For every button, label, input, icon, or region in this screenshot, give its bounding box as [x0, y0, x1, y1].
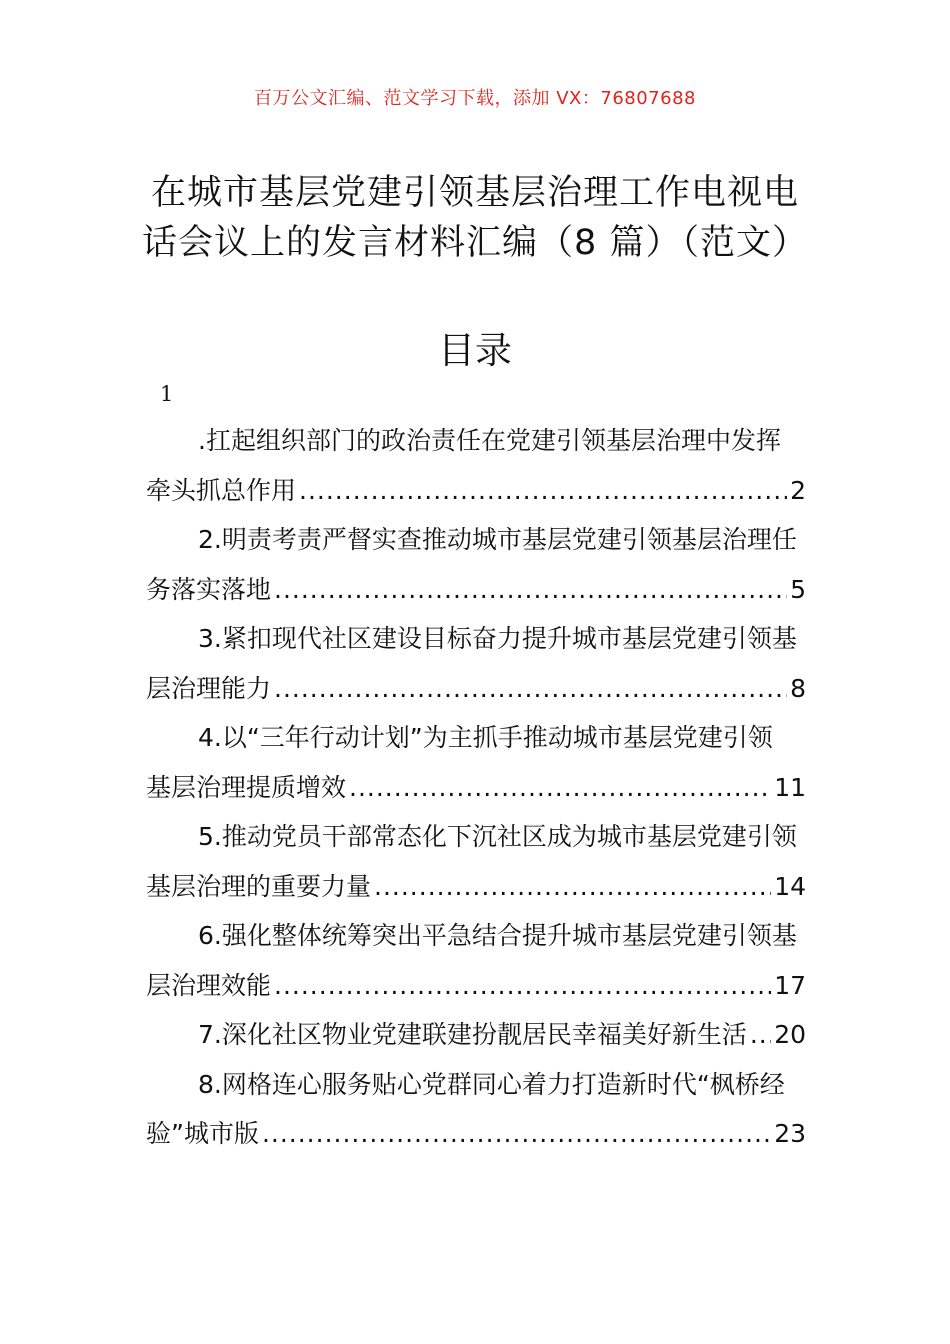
dot-leader: [374, 862, 771, 912]
toc-entry-title-cont: 层治理效能: [146, 970, 272, 1000]
header-banner: 百万公文汇编、范文学习下载，添加 VX：76807688: [254, 88, 696, 109]
toc-page-number: 23: [774, 1119, 806, 1148]
toc-entry-title: 7.深化社区物业党建联建扮靓居民幸福美好新生活: [198, 1020, 747, 1049]
toc-entry-title-cont: 层治理能力: [146, 673, 272, 703]
toc-page-number: 11: [774, 772, 806, 802]
toc-entry[interactable]: [146, 515, 806, 614]
title-line-2: 话会议上的发言材料汇编（8 篇）（范文）: [142, 223, 808, 263]
dot-leader: [274, 664, 787, 714]
toc-entry-title-cont: 基层治理提质增效: [146, 772, 347, 802]
toc-page-number: 2: [790, 475, 806, 505]
toc-entry[interactable]: [146, 1060, 806, 1159]
toc-entry-title-cont: 务落实落地: [146, 574, 272, 604]
toc-entry[interactable]: [146, 416, 806, 515]
toc-entry-title: 3.紧扣现代社区建设目标奋力提升城市基层党建引领基: [198, 624, 797, 653]
toc-entry-title-cont: 验”城市版: [146, 1119, 259, 1148]
dot-leader: [299, 466, 787, 516]
toc-entry-title: 6.强化整体统筹突出平急结合提升城市基层党建引领基: [198, 921, 797, 950]
toc-entry[interactable]: [146, 812, 806, 911]
toc-entry-title: 8.网格连心服务贴心党群同心着力打造新时代“枫桥经: [198, 1069, 785, 1099]
dot-leader: [274, 565, 787, 615]
toc-entry[interactable]: [146, 1010, 806, 1060]
toc-page-number: 14: [774, 871, 806, 901]
toc-stray-number: 1: [160, 382, 174, 406]
toc-page-number: 20: [774, 1020, 806, 1049]
dot-leader: [262, 1109, 771, 1159]
toc-page-number: 5: [790, 574, 806, 604]
toc-entry-title-cont: 牵头抓总作用: [146, 475, 297, 505]
toc-entry[interactable]: [146, 713, 806, 812]
document-title: [110, 168, 840, 268]
toc-entry-title: 4.以“三年行动计划”为主抓手推动城市基层党建引领: [198, 723, 773, 752]
toc-entry-title: 5.推动党员干部常态化下沉社区成为城市基层党建引领: [198, 822, 797, 851]
title-line-1: 在城市基层党建引领基层治理工作电视电: [150, 173, 799, 213]
dot-leader: [274, 961, 771, 1011]
table-of-contents: [146, 416, 806, 1159]
toc-page-number: 17: [774, 970, 806, 1000]
toc-heading: 目录: [438, 329, 512, 372]
dot-leader: [349, 763, 771, 813]
toc-entry-title: .扛起组织部门的政治责任在党建引领基层治理中发挥: [198, 426, 781, 455]
toc-entry[interactable]: [146, 911, 806, 1010]
toc-entry[interactable]: [146, 614, 806, 713]
toc-entry-title: 2.明责考责严督实查推动城市基层党建引领基层治理任: [198, 525, 797, 554]
toc-page-number: 8: [790, 673, 806, 703]
dot-leader: [750, 1010, 771, 1060]
toc-entry-title-cont: 基层治理的重要力量: [146, 871, 372, 901]
